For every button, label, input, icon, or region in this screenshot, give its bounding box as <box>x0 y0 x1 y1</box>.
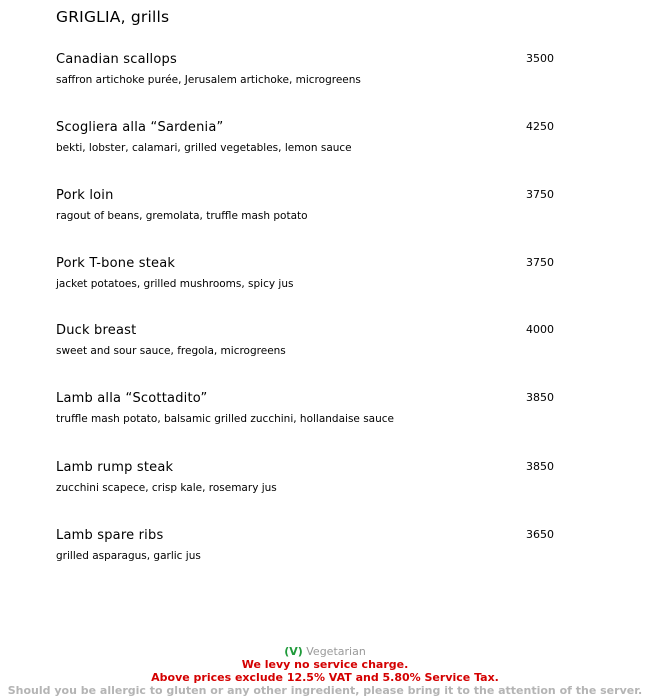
vegetarian-symbol: (V) <box>284 645 303 658</box>
page-title: GRIGLIA, grills <box>56 8 170 26</box>
menu-item-name: Pork T-bone steak <box>56 256 176 271</box>
menu-item-name: Canadian scallops <box>56 52 177 67</box>
menu-item-price: 3650 <box>526 528 554 541</box>
menu-item-name: Lamb alla “Scottadito” <box>56 391 208 406</box>
menu-item-price: 3750 <box>526 188 554 201</box>
vegetarian-label: Vegetarian <box>306 645 366 658</box>
menu-item-price: 3750 <box>526 256 554 269</box>
menu-item-description: bekti, lobster, calamari, grilled vegetables, lemon sauce <box>56 142 352 154</box>
vegetarian-legend <box>0 645 650 658</box>
menu-item-price: 3500 <box>526 52 554 65</box>
menu-item-price: 4250 <box>526 120 554 133</box>
menu-item-description: jacket potatoes, grilled mushrooms, spicy jus <box>56 278 294 290</box>
menu-item-description: zucchini scapece, crisp kale, rosemary jus <box>56 482 277 494</box>
menu-item-name: Lamb spare ribs <box>56 528 164 543</box>
menu-item-description: sweet and sour sauce, fregola, microgreens <box>56 345 286 357</box>
menu-item-price: 4000 <box>526 323 554 336</box>
menu-item-name: Scogliera alla “Sardenia” <box>56 120 224 135</box>
service-charge-note: We levy no service charge. <box>241 658 409 671</box>
menu-item-name: Pork loin <box>56 188 114 203</box>
menu-item-name: Duck breast <box>56 323 137 338</box>
menu-item-description: truffle mash potato, balsamic grilled zucchini, hollandaise sauce <box>56 413 395 425</box>
menu-item-price: 3850 <box>526 460 554 473</box>
menu-item-description: grilled asparagus, garlic jus <box>56 550 201 562</box>
menu-item-name: Lamb rump steak <box>56 460 174 475</box>
tax-note: Above prices exclude 12.5% VAT and 5.80% Service Tax. <box>151 671 499 684</box>
menu-item-price: 3850 <box>526 391 554 404</box>
menu-item-description: saffron artichoke purée, Jerusalem artichoke, microgreens <box>56 74 361 86</box>
menu-footer <box>0 645 650 697</box>
menu-item-description: ragout of beans, gremolata, truffle mash potato <box>56 210 308 222</box>
allergy-note: Should you be allergic to gluten or any other ingredient, please bring it to the attention of the server. <box>7 684 643 697</box>
